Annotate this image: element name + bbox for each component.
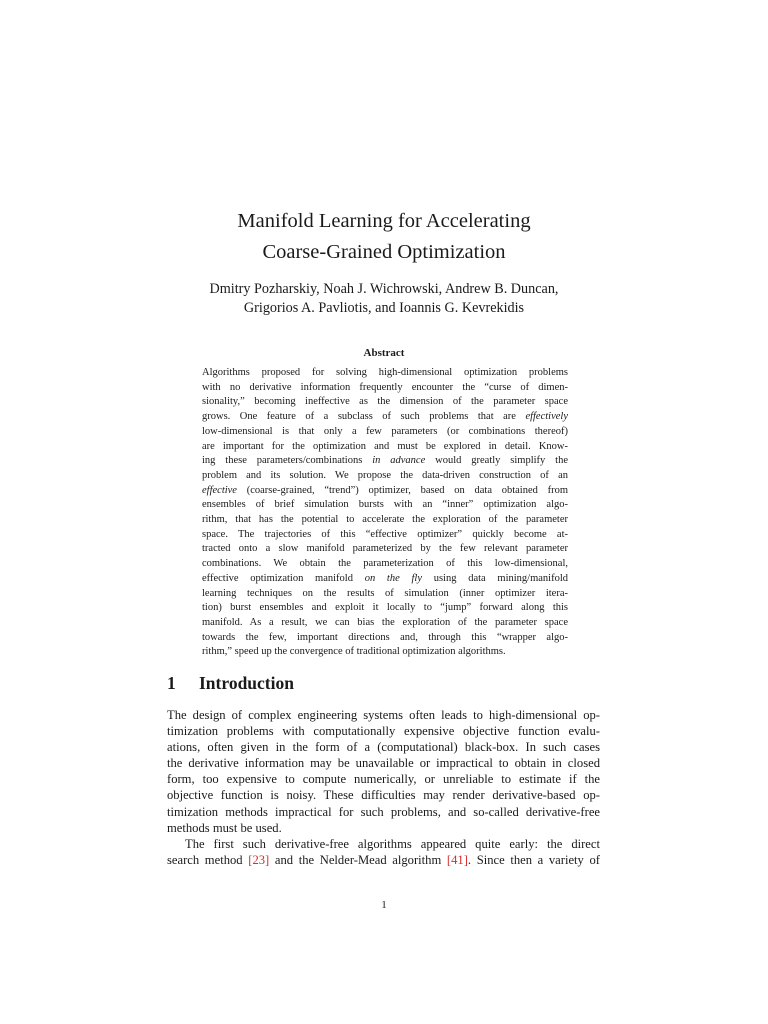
section-title: Introduction (199, 673, 294, 693)
abstract-line: rithm,” speed up the convergence of traditional optimization algorithms. (202, 646, 506, 658)
body-line: methods must be used. (167, 820, 282, 835)
abstract-line: Algorithms proposed for solving high-dimensional optimization problems (202, 367, 568, 378)
body-line: objective function is noisy. These difficulties may render derivative-based op- (167, 788, 600, 803)
body-line: ations, often given in the form of a (computational) black-box. In such cases (167, 740, 600, 755)
abstract-line: ensembles of brief simulation bursts with an “inner” optimization algo- (202, 499, 568, 511)
page-number: 1 (381, 899, 387, 911)
abstract-line: space. The trajectories of this “effective optimizer” quickly become at- (202, 528, 568, 540)
abstract-line: effective (coarse-grained, “trend”) optimizer, based on data obtained from (202, 484, 568, 496)
body-line: form, too expensive to compute numerically, or unreliable to estimate if the (167, 772, 600, 787)
body-line: The first such derivative-free algorithms appeared quite early: the direct (185, 836, 600, 851)
author-list (0, 280, 768, 318)
abstract-text (202, 366, 568, 660)
abstract-line: with no derivative information frequently encounter the “curse of dimen- (202, 381, 568, 393)
abstract-line: grows. One feature of a subclass of such problems that are effectively (202, 411, 568, 423)
abstract-line: problem and its solution. We propose the data-driven construction of an (202, 469, 568, 481)
authors-line-1: Dmitry Pozharskiy, Noah J. Wichrowski, Andrew B. Duncan, (209, 281, 559, 297)
body-text (167, 707, 600, 868)
abstract-line: tion) burst ensembles and exploit it locally to “jump” forward along this (202, 602, 568, 614)
body-line: timization methods impractical for such problems, and so-called derivative-free (167, 804, 600, 819)
emphasis: on the fly (364, 572, 422, 584)
abstract-heading: Abstract (363, 347, 405, 359)
body-line: timization problems with computationally expensive objective function evalu- (167, 724, 600, 739)
title-line-1: Manifold Learning for Accelerating (237, 210, 531, 232)
abstract-line: towards the few, important directions and, through this “wrapper algo- (202, 631, 568, 643)
emphasis: effective (202, 484, 237, 496)
abstract-line: combinations. We obtain the parameterization of this low-dimensional, (202, 558, 568, 570)
section-heading (167, 673, 294, 694)
abstract-line: sionality,” becoming ineffective as the dimension of the parameter space (202, 396, 568, 408)
body-line: The design of complex engineering systems often leads to high-dimensional op- (167, 708, 600, 722)
title-line-2: Coarse-Grained Optimization (262, 241, 506, 263)
citation-link[interactable]: [41] (446, 852, 468, 867)
abstract-line: low-dimensional is that only a few parameters (or combinations thereof) (202, 425, 568, 437)
abstract-line: ing these parameters/combinations in advance would greatly simplify the (202, 455, 568, 467)
authors-line-2: Grigorios A. Pavliotis, and Ioannis G. Kevrekidis (243, 300, 525, 316)
body-line: the derivative information may be unavailable or impractical to obtain in closed (167, 756, 600, 771)
section-number: 1 (167, 673, 176, 693)
abstract-line: are important for the optimization and must be explored in detail. Know- (202, 440, 568, 452)
emphasis: effectively (525, 411, 568, 423)
abstract-line: tracted onto a slow manifold parameterized by the few relevant parameter (202, 543, 568, 555)
abstract-line: manifold. As a result, we can bias the exploration of the parameter space (202, 616, 568, 628)
abstract-line: rithm, that has the potential to accelerate the exploration of the parameter (202, 514, 568, 526)
citation-link[interactable]: [23] (248, 852, 270, 867)
abstract-line: effective optimization manifold on the fly using data mining/manifold (202, 572, 568, 584)
body-line: search method [23] and the Nelder-Mead algorithm [41]. Since then a variety of (167, 852, 600, 867)
emphasis: in advance (372, 455, 426, 467)
paper-title (0, 206, 768, 268)
abstract-line: learning techniques on the results of simulation (inner optimizer itera- (202, 587, 568, 599)
